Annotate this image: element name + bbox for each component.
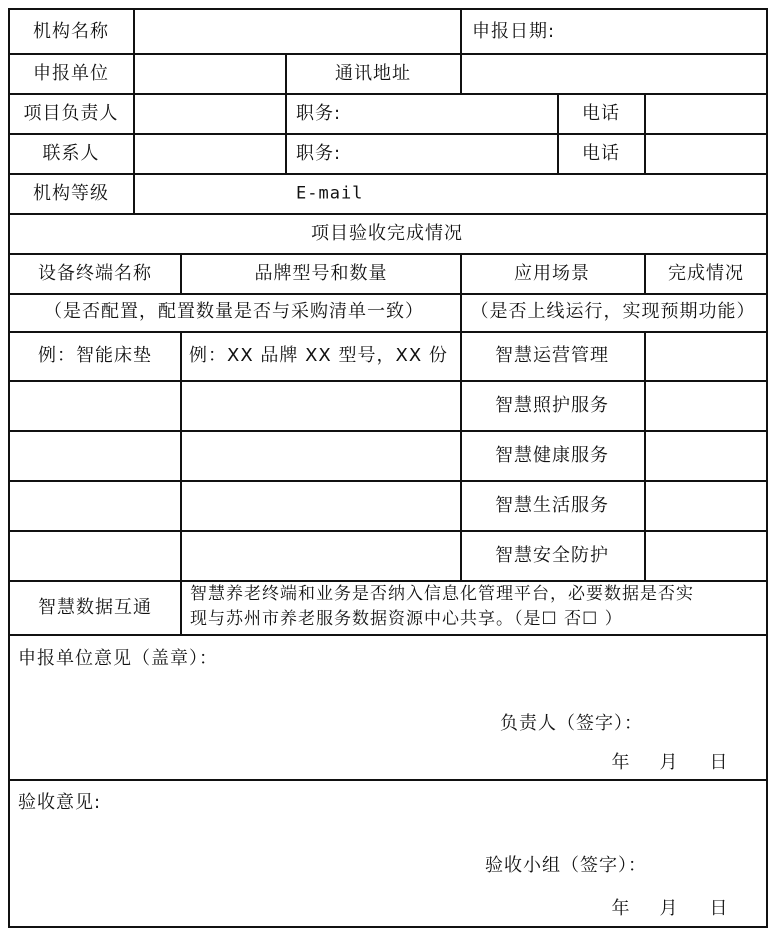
- org-level-label: 机构等级: [33, 183, 109, 204]
- line: [460, 8, 462, 53]
- scenario-item: 智慧安全防护: [495, 545, 609, 566]
- example-device: 例：智能床垫: [38, 345, 152, 366]
- scenario-item: 智慧照护服务: [495, 395, 609, 416]
- line: [8, 480, 768, 482]
- line: [8, 8, 768, 10]
- line: [644, 331, 646, 580]
- line: [8, 430, 768, 432]
- acceptance-signer-label: 验收小组（签字）：: [485, 855, 647, 876]
- scenario-item: 智慧健康服务: [495, 445, 609, 466]
- section-title: 项目验收完成情况: [311, 223, 463, 244]
- applicant-opinion-title: 申报单位意见（盖章）：: [18, 648, 218, 669]
- line: [8, 530, 768, 532]
- col-scenario-header: 应用场景: [514, 263, 590, 284]
- phone-label: 电话: [582, 143, 620, 164]
- applicant-signer-label: 负责人（签字）：: [500, 713, 643, 734]
- line: [644, 93, 646, 173]
- line: [8, 213, 768, 215]
- contact-label: 联系人: [42, 143, 100, 164]
- scenario-item: 智慧生活服务: [495, 495, 609, 516]
- example-brand: 例：XX 品牌 XX 型号，XX 份: [189, 345, 448, 366]
- line: [8, 380, 768, 382]
- col-brand-header: 品牌型号和数量: [254, 263, 388, 284]
- line: [8, 253, 768, 255]
- scenario-item: 智慧运营管理: [495, 345, 609, 366]
- date-year: 年: [611, 898, 631, 919]
- col-status-header: 完成情况: [668, 263, 744, 284]
- interop-label: 智慧数据互通: [38, 597, 152, 618]
- device-note: （是否配置，配置数量是否与采购清单一致）: [44, 301, 424, 322]
- line: [8, 634, 768, 636]
- scenario-note: （是否上线运行，实现预期功能）: [470, 301, 756, 322]
- line: [557, 93, 559, 173]
- line: [133, 8, 135, 213]
- acceptance-opinion-title: 验收意见:: [18, 792, 102, 813]
- report-date-label: 申报日期:: [472, 21, 556, 42]
- project-lead-label: 项目负责人: [23, 103, 119, 124]
- date-day: 日: [709, 898, 729, 919]
- interop-question: [190, 582, 694, 632]
- line: [180, 580, 182, 634]
- line: [766, 8, 768, 928]
- line: [460, 253, 462, 580]
- org-name-label: 机构名称: [33, 21, 109, 42]
- interop-question-line: 现与苏州市养老服务数据资源中心共享。（是☐ 否☐ ）: [190, 609, 623, 629]
- date-year: 年: [611, 752, 631, 773]
- line: [8, 8, 10, 928]
- line: [8, 93, 768, 95]
- position-label: 职务:: [296, 103, 342, 124]
- date-month: 月: [659, 898, 679, 919]
- line: [180, 331, 182, 580]
- date-day: 日: [709, 752, 729, 773]
- line: [8, 926, 768, 928]
- line: [644, 253, 646, 293]
- phone-label: 电话: [582, 103, 620, 124]
- interop-question-line: 智慧养老终端和业务是否纳入信息化管理平台，必要数据是否实: [190, 584, 694, 604]
- email-label: E-mail: [296, 183, 364, 204]
- line: [180, 253, 182, 293]
- line: [8, 331, 768, 333]
- line: [8, 133, 768, 135]
- line: [8, 779, 768, 781]
- line: [285, 53, 287, 173]
- address-label: 通讯地址: [335, 63, 411, 84]
- line: [8, 293, 768, 295]
- position-label: 职务:: [296, 143, 342, 164]
- col-device-header: 设备终端名称: [38, 263, 152, 284]
- line: [460, 53, 462, 93]
- date-month: 月: [659, 752, 679, 773]
- report-unit-label: 申报单位: [33, 63, 109, 84]
- line: [8, 53, 768, 55]
- line: [8, 173, 768, 175]
